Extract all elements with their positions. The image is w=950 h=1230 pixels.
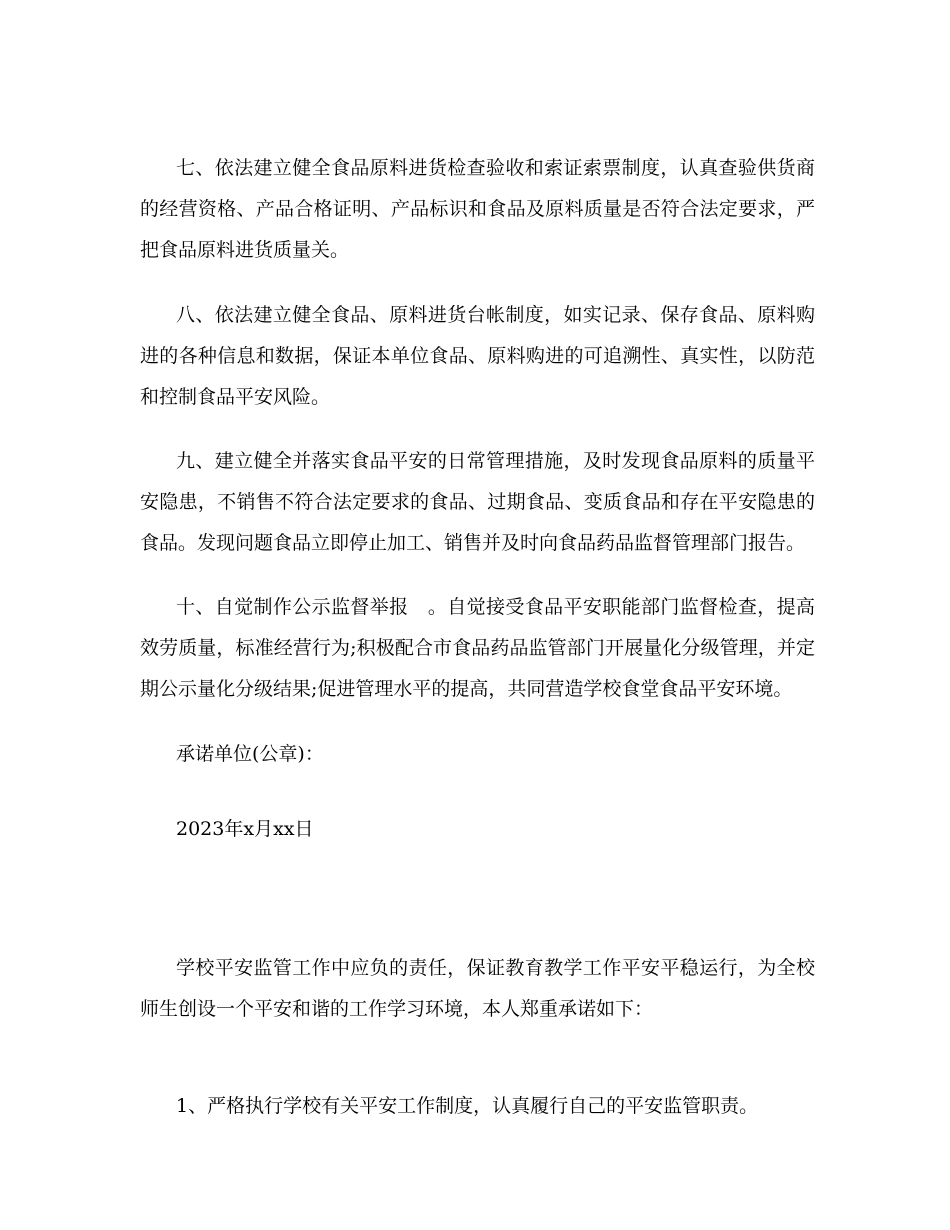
paragraph-item-8: 八、依法建立健全食品、原料进货台帐制度，如实记录、保存食品、原料购进的各种信息和数据，保证本单位食品、原料购进的可追溯性、真实性，以防范和控制食品平安风险。 bbox=[140, 304, 815, 408]
safety-commitment-item-1: 1、严格执行学校有关平安工作制度，认真履行自己的平安监管职责。 bbox=[176, 1095, 759, 1117]
commitment-date-line: 2023年x月xx日 bbox=[176, 818, 314, 840]
paragraph-item-7: 七、依法建立健全食品原料进货检查验收和索证索票制度，认真查验供货商的经营资格、产品合格证明、产品标识和食品及原料质量是否符合法定要求，严把食品原料进货质量关。 bbox=[140, 157, 815, 261]
safety-supervision-intro-paragraph: 学校平安监管工作中应负的责任，保证教育教学工作平安平稳运行，为全校师生创设一个平安和谐的工作学习环境，本人郑重承诺如下： bbox=[140, 957, 815, 1020]
paragraph-item-10: 十、自觉制作公示监督举报 。自觉接受食品平安职能部门监督检查，提高效劳质量，标准经营行为;积极配合市食品药品监管部门开展量化分级管理，并定期公示量化分级结果;促进管理水平的提高，共同营造学校食堂食品平安环境。 bbox=[140, 596, 815, 700]
paragraph-item-9: 九、建立健全并落实食品平安的日常管理措施，及时发现食品原料的质量平安隐患，不销售不符合法定要求的食品、过期食品、变质食品和存在平安隐患的食品。发现问题食品立即停止加工、销售并及时向食品药品监督管理部门报告。 bbox=[140, 450, 815, 554]
commitment-unit-seal-line: 承诺单位(公章)： bbox=[176, 743, 324, 765]
